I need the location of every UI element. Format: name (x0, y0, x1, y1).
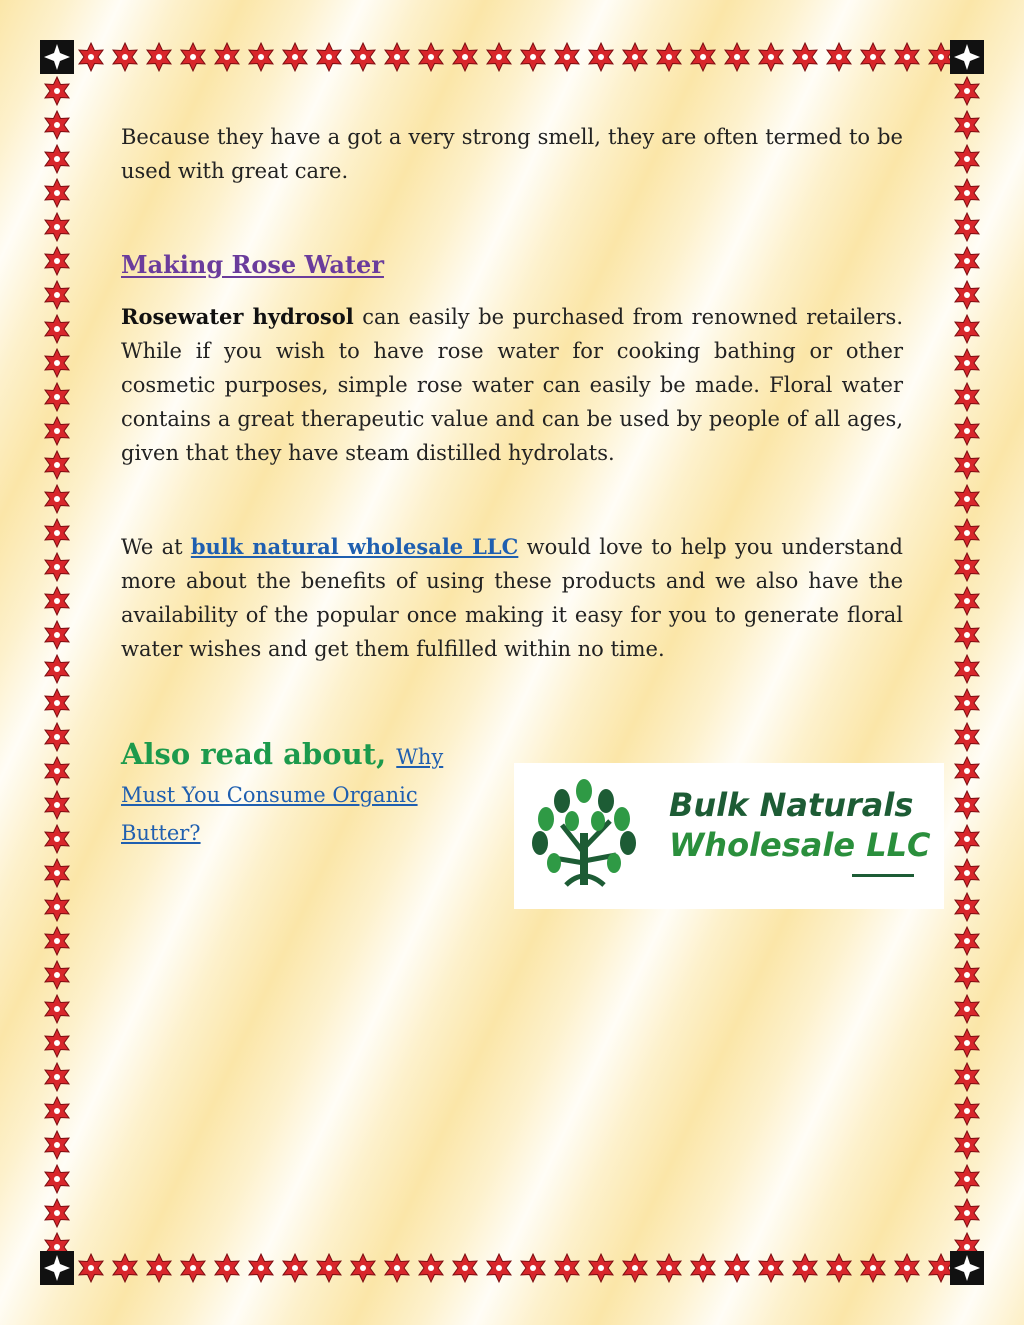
border-corner-star-icon (950, 40, 984, 74)
company-link[interactable]: bulk natural wholesale LLC (190, 534, 519, 559)
logo-wordmark (669, 785, 930, 865)
tree-logo-icon (514, 763, 664, 909)
section-heading: Making Rose Water (121, 250, 384, 279)
border-corner-star-icon (40, 40, 74, 74)
page-border-bottom (40, 1251, 984, 1285)
promo-prefix: We at (121, 535, 191, 559)
page-border-right (950, 74, 984, 1251)
company-logo (514, 763, 944, 909)
border-corner-star-icon (950, 1251, 984, 1285)
page-border-left (40, 74, 74, 1251)
logo-line-2: Wholesale LLC (669, 826, 931, 864)
logo-underline (852, 874, 914, 877)
logo-line-1: Bulk Naturals (669, 786, 914, 824)
border-corner-star-icon (40, 1251, 74, 1285)
organic-butter-link[interactable]: Why Must You Consume Organic Butter? (121, 745, 444, 845)
page-border-top (40, 40, 984, 74)
promo-paragraph (121, 530, 903, 666)
promo-suffix: would love to help you understand more about the benefits of using these products and we also have the availability of the popular once making it easy for you to generate floral water wishes and get them fulfilled within no time. (121, 535, 903, 661)
rosewater-body: can easily be purchased from renowned retailers. While if you wish to have rose water for cooking bathing or other cosmetic purposes, simple rose water can easily be made. Floral water contains a great therapeutic value and can be used by people of all ages, given that they have steam distilled hydrolats. (121, 305, 903, 465)
bold-lead: Rosewater hydrosol (121, 304, 354, 329)
also-read-label: Also read about, (121, 737, 397, 771)
also-read-block (121, 736, 501, 853)
intro-paragraph: Because they have a got a very strong smell, they are often termed to be used with great care. (121, 125, 903, 183)
rosewater-paragraph (121, 300, 903, 470)
